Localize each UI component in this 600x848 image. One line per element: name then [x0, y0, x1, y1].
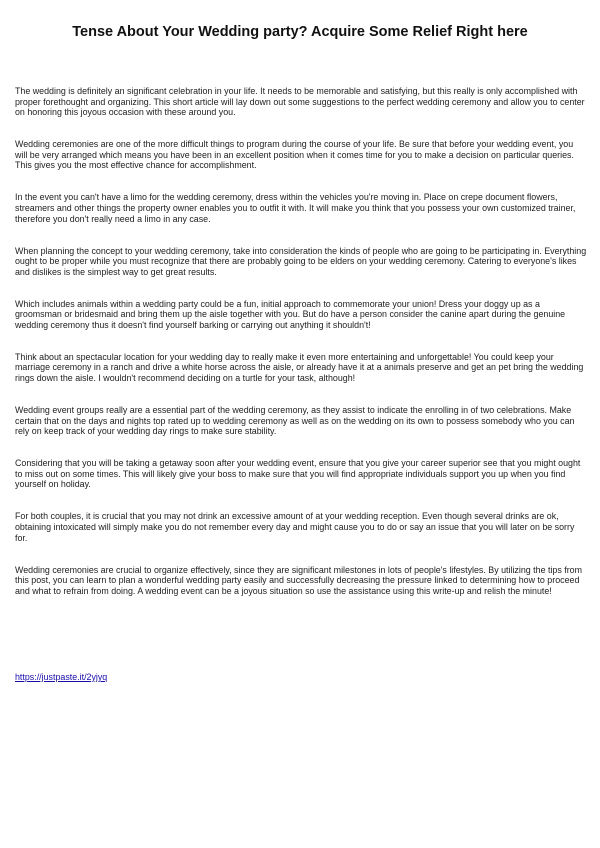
article-body [15, 86, 587, 618]
paragraph-2: Wedding ceremonies are one of the more difficult things to program during the course of your life. Be sure that before your wedding event, you will be very arranged which means you have been in an excellent position when it comes time for you to make a decision on particular queries. This gives you the most effective chance for accomplishment. [15, 139, 574, 171]
paragraph-5: Which includes animals within a wedding party could be a fun, initial approach to commemorate your union! Dress your doggy up as a groomsman or bridesmaid and bring them up the aisle together with you. But do have a person consider the canine apart during the genuine wedding ceremony thus it doesn't find yourself barking or carrying out anything it shouldn't! [15, 298, 566, 330]
paragraph-6: Think about an spectacular location for your wedding day to really make it even more entertaining and unforgettable! You could keep your marriage ceremony in a ranch and drive a white horse across the aisle, or already have it at a animals preserve and get an pet bring the wedding rings down the aisle. I wouldn't recommend deciding on a turtle for your task, although! [15, 351, 584, 384]
paragraph-9: For both couples, it is crucial that you may not drink an excessive amount of at your wedding reception. Even though several drinks are ok, obtaining intoxicated will simply make you do not remember every day and might cause you to do or say an issue that you will later on be sorry for. [15, 511, 575, 543]
paragraph-4: When planning the concept to your wedding ceremony, take into consideration the kinds of people who are going to be participating in. Everything ought to be proper while you must recognize that there are probably going to be elders on your wedding ceremony. Catering to everyone's likes and dislikes is the simplest way to get great results. [15, 245, 587, 277]
source-link[interactable]: https://justpaste.it/2yjyq [15, 672, 108, 682]
paragraph-8: Considering that you will be taking a getaway soon after your wedding event, ensure that you give your career superior see that you might ought to miss out on some times. This will likely give your boss to make sure that you will find appropriate individuals support you up when you find yourself on holiday. [15, 458, 581, 490]
paragraph-3: In the event you can't have a limo for the wedding ceremony, dress within the vehicles you're moving in. Place on crepe document flowers, streamers and other things the property owner enables you to outfit it with. It will make you think that you possess your own customized trainer, therefore you don't really need a limo in any case. [15, 192, 576, 224]
paragraph-10: Wedding ceremonies are crucial to organize effectively, since they are significant milestones in lots of people's lifestyles. By utilizing the tips from this post, you can learn to plan a wonderful wedding party easily and successfully decreasing the pressure linked to determining how to proceed and what to refrain from doing. A wedding event can be a joyous situation so use the assistance using this write-up and relish the minute! [15, 564, 583, 596]
paragraph-7: Wedding event groups really are a essential part of the wedding ceremony, as they assist to indicate the enrolling in of two celebrations. Make certain that on the days and nights top rated up to wedding ceremony as well as on the wedding on its own to possess somebody who you can rely on keep track of your wedding day rings to make sure stability. [15, 405, 575, 437]
page-title: Tense About Your Wedding party? Acquire Some Relief Right here [72, 24, 528, 40]
paragraph-1: The wedding is definitely an significant celebration in your life. It needs to be memorable and satisfying, but this really is only accomplished with proper forethought and organizing. This short article will lay down out some suggestions to the perfect wedding ceremony and allow you to center on honoring this joyous occasion with these around you. [15, 86, 585, 118]
